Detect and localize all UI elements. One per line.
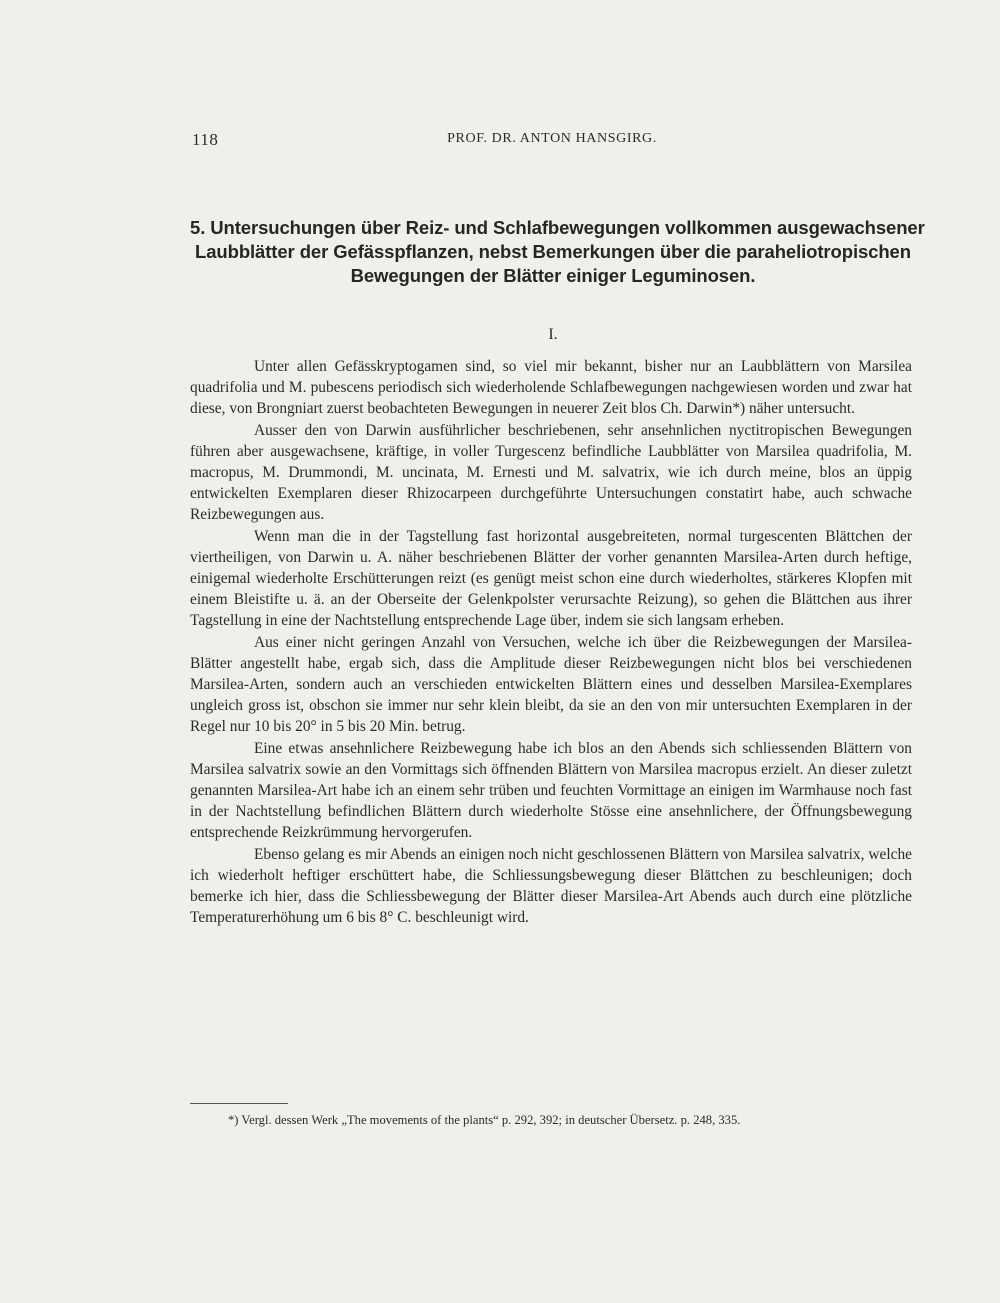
body-text — [190, 356, 912, 928]
page-number: 118 — [192, 130, 219, 149]
page-header — [192, 130, 912, 154]
paragraph: Ausser den von Darwin ausführlicher beschriebenen, sehr ansehnlichen nyctitropischen Bewegungen führen aber ausgewachsene, kräftige, in voller Turgescenz befindliche Laubblätter von Marsilea quadrifolia, M. macropus, M. Drummondi, M. uncinata, M. Ernesti und M. salvatrix, wie ich durch meine, blos an üppig entwickelten Exemplaren dieser Rhizocarpeen durchgeführte Untersuchungen constatirt habe, auch schwache Reizbewegungen aus. — [190, 421, 912, 524]
section-title-line: Laubblätter der Gefässpflanzen, nebst Bemerkungen über die paraheliotropischen — [195, 241, 911, 262]
paragraph: Aus einer nicht geringen Anzahl von Versuchen, welche ich über die Reizbewegungen der Marsilea-Blätter angestellt habe, ergab sich, dass die Amplitude dieser Reizbewegungen nicht blos bei verschiedenen Marsilea-Arten, sondern auch an verschieden entwickelten Blättern eines und desselben Marsilea-Exemplares ungleich gross ist, obschon sie immer nur sehr klein bleibt, da sie an den von mir untersuchten Exemplaren in der Regel nur 10 bis 20° in 5 bis 20 Min. betrug. — [190, 633, 912, 736]
paragraph: Ebenso gelang es mir Abends an einigen noch nicht geschlossenen Blättern von Marsilea salvatrix, welche ich wiederholt heftiger erschüttert habe, die Schliessungsbewegung dieser Blättchen zu beschleunigen; doch bemerke ich hier, dass die Schliessbewegung der Blätter dieser Marsilea-Art Abends auch durch eine plötzliche Temperaturerhöhung um 6 bis 8° C. beschleunigt wird. — [190, 845, 912, 927]
footnote-divider — [190, 1103, 288, 1104]
paragraph: Wenn man die in der Tagstellung fast horizontal ausgebreiteten, normal turgescenten Blättchen der viertheiligen, von Darwin u. A. näher beschriebenen Blätter der vorher genannten Marsilea-Arten durch heftige, einigemal wiederholte Erschütterungen reizt (es genügt meist schon eine durch wiederholtes, stärkeres Klopfen mit einem Bleistifte u. ä. an der Oberseite der Gelenkpolster verursachte Reizung), so gehen die Blättchen aus ihrer Tagstellung in eine der Nachtstellung entsprechende Lage über, indem sie sich langsam erheben. — [190, 527, 912, 630]
part-heading: I. — [548, 326, 558, 343]
running-head: PROF. DR. ANTON HANSGIRG. — [447, 131, 657, 146]
section-title-line: Bewegungen der Blätter einiger Leguminosen. — [350, 265, 756, 286]
paragraph: Unter allen Gefässkryptogamen sind, so viel mir bekannt, bisher nur an Laubblättern von Marsilea quadrifolia und M. pubescens periodisch sich wiederholende Schlafbewegungen nachgewiesen worden und zwar hat diese, von Brongniart zuerst beobachteten Bewegungen in neuerer Zeit blos Ch. Darwin*) näher untersucht. — [190, 358, 912, 418]
section-title-line: 5. Untersuchungen über Reiz- und Schlafbewegungen vollkommen ausgewachsener — [190, 217, 925, 238]
footnote: *) Vergl. dessen Werk „The movements of the plants“ p. 292, 392; in deutscher Übersetz. p. 248, 335. — [228, 1113, 741, 1127]
section-title — [190, 216, 925, 288]
paragraph: Eine etwas ansehnlichere Reizbewegung habe ich blos an den Abends sich schliessenden Blättern von Marsilea salvatrix sowie an den Vormittags sich öffnenden Blättern von Marsilea macropus erzielt. An dieser zuletzt genannten Marsilea-Art habe ich an einem sehr trüben und feuchten Vormittage an einigen im Warmhause noch fast in der Nachtstellung befindlichen Blättern durch wiederholte Stösse eine ansehnlichere, der Öffnungsbewegung entsprechende Reizkrümmung hervorgerufen. — [190, 739, 912, 842]
